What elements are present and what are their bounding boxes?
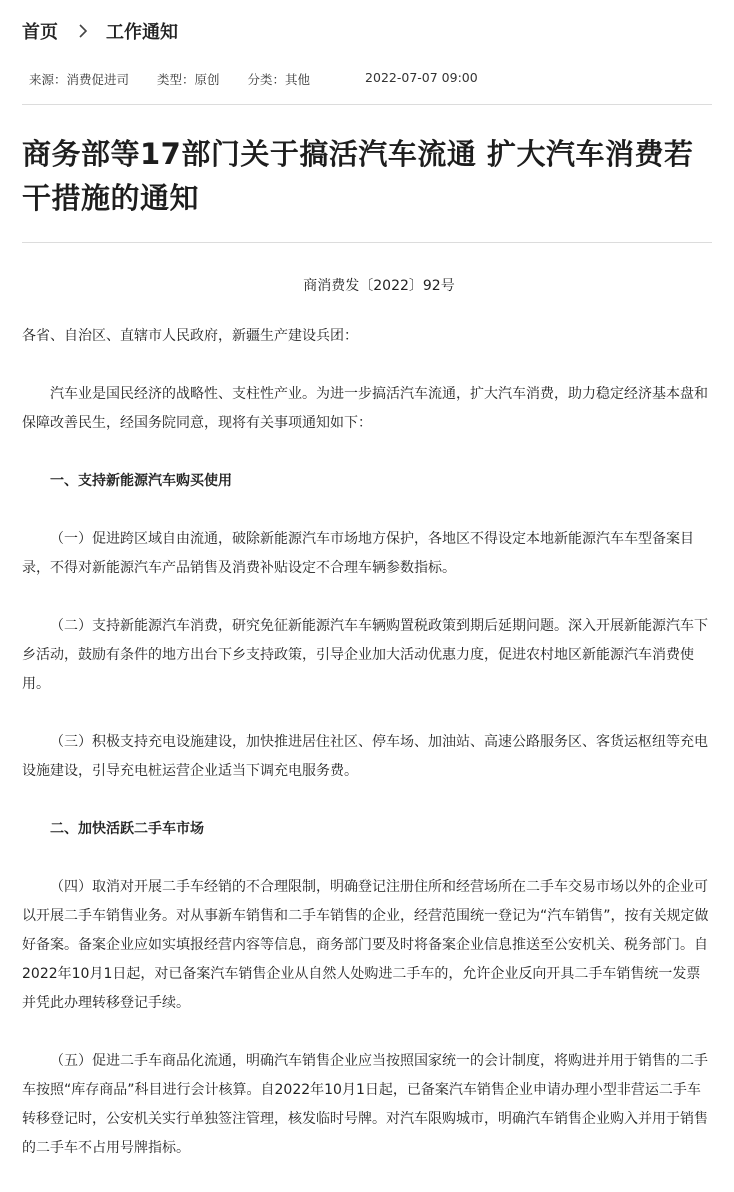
section-item: （二）支持新能源汽车消费，研究免征新能源汽车车辆购置税政策到期后延期问题。深入开展新能源汽车下乡活动，鼓励有条件的地方出台下乡支持政策，引导企业加大活动优惠力度，促进农村地区新能源汽车消费使用。 — [22, 618, 708, 692]
section-item: （一）促进跨区域自由流通，破除新能源汽车市场地方保护，各地区不得设定本地新能源汽车车型备案目录，不得对新能源汽车产品销售及消费补贴设定不合理车辆参数指标。 — [22, 531, 694, 576]
breadcrumb-current-link[interactable]: 工作通知 — [106, 22, 178, 43]
section-item: （四）取消对开展二手车经销的不合理限制，明确登记注册住所和经营场所在二手车交易市场以外的企业可以开展二手车销售业务。对从事新车销售和二手车销售的企业，经营范围统一登记为“汽车销售”，按有关规定做好备案。备案企业应如实填报经营内容等信息，商务部门要及时将备案企业信息推送至公安机关、税务部门。自2022年10月1日起，对已备案汽车销售企业从自然人处购进二手车的，允许企业反向开具二手车销售统一发票并凭此办理转移登记手续。 — [22, 879, 709, 1011]
article-body — [22, 322, 712, 1163]
section-item: （五）促进二手车商品化流通，明确汽车销售企业应当按照国家统一的会计制度，将购进并用于销售的二手车按照“库存商品”科目进行会计核算。自2022年10月1日起，已备案汽车销售企业申请办理小型非营运二手车转移登记时，公安机关实行单独签注管理，核发临时号牌。对汽车限购城市，明确汽车销售企业购入并用于销售的二手车不占用号牌指标。 — [22, 1053, 708, 1156]
meta-type: 类型：原创 — [157, 72, 220, 87]
meta-category: 分类：其他 — [247, 72, 311, 87]
section-heading: 二、加快活跃二手车市场 — [50, 821, 204, 837]
section-heading: 一、支持新能源汽车购买使用 — [50, 473, 232, 489]
section-item: （三）积极支持充电设施建设，加快推进居住社区、停车场、加油站、高速公路服务区、客货运枢纽等充电设施建设，引导充电桩运营企业适当下调充电服务费。 — [22, 734, 708, 779]
article-title: 商务部等17部门关于搞活汽车流通 扩大汽车消费若干措施的通知 — [22, 137, 694, 215]
meta-date: 2022-07-07 09:00 — [365, 70, 478, 85]
article-meta — [29, 70, 478, 88]
salutation: 各省、自治区、直辖市人民政府，新疆生产建设兵团： — [22, 328, 358, 344]
title-divider — [22, 242, 712, 243]
chevron-right-icon — [78, 23, 88, 39]
breadcrumb-home-link[interactable]: 首页 — [22, 22, 58, 43]
meta-divider — [22, 104, 712, 105]
document-number: 商消费发〔2022〕92号 — [303, 278, 455, 294]
intro-paragraph: 汽车业是国民经济的战略性、支柱性产业。为进一步搞活汽车流通，扩大汽车消费，助力稳定经济基本盘和保障改善民生，经国务院同意，现将有关事项通知如下： — [22, 386, 708, 431]
breadcrumb — [22, 18, 178, 44]
meta-source: 来源：消费促进司 — [29, 72, 130, 87]
